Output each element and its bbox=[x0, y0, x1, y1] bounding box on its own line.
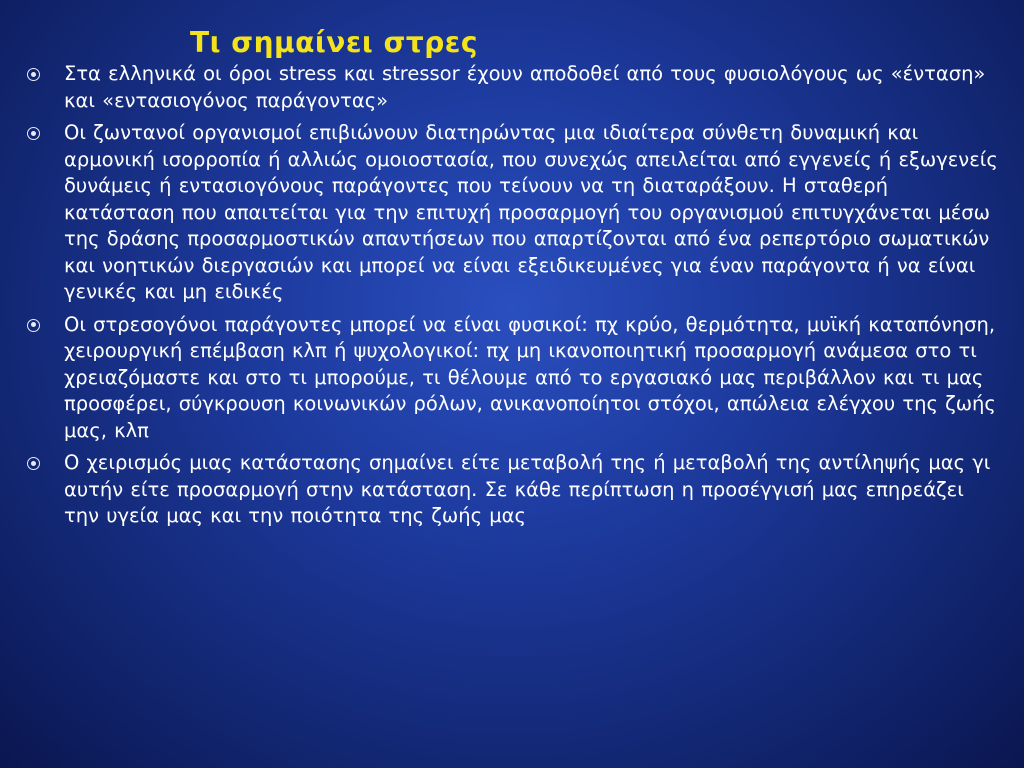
bullet-item bbox=[24, 312, 999, 445]
circle-bullet-icon bbox=[27, 127, 40, 140]
circle-bullet-icon bbox=[27, 319, 40, 332]
slide-title: Τι σημαίνει στρες bbox=[190, 26, 478, 59]
bullet-text: Οι ζωντανοί οργανισμοί επιβιώνουν διατηρώντας μια ιδιαίτερα σύνθετη δυναμική και αρμονική ισορροπία ή αλλιώς ομοιοστασία, που συνεχώς απειλείται από εγγενείς ή εξωγενείς δυνάμεις ή εντασιογόνους παράγοντες που τείνουν να τη διαταράξουν. Η σταθερή κατάσταση που απαιτείται για την επιτυχή προσαρμογή του οργανισμού επιτυγχάνεται μέσω της δράσης προσαρμοστικών απαντήσεων που απαρτίζονται από ένα ρεπερτόριο σωματικών και νοητικών διεργασιών και μπορεί να είναι εξειδικευμένες για έναν παράγοντα ή να είναι γενικές και μη ειδικές bbox=[64, 121, 998, 303]
bullet-list bbox=[24, 61, 999, 536]
circle-bullet-icon bbox=[27, 457, 40, 470]
circle-bullet-icon bbox=[27, 68, 40, 81]
bullet-item bbox=[24, 450, 999, 530]
bullet-text: Στα ελληνικά οι όροι stress και stressor έχουν αποδοθεί από τους φυσιολόγους ως «ένταση» και «εντασιογόνος παράγοντας» bbox=[64, 62, 986, 112]
bullet-item bbox=[24, 61, 999, 114]
bullet-text: Οι στρεσογόνοι παράγοντες μπορεί να είναι φυσικοί: πχ κρύο, θερμότητα, μυϊκή καταπόνηση, χειρουργική επέμβαση κλπ ή ψυχολογικοί: πχ μη ικανοποιητική προσαρμογή ανάμεσα στο τι χρειαζόμαστε και στο τι μπορούμε, τι θέλουμε από το εργασιακό μας περιβάλλον και τι μας προσφέρει, σύγκρουση κοινωνικών ρόλων, ανικανοποίητοι στόχοι, απώλεια ελέγχου της ζωής μας, κλπ bbox=[64, 312, 996, 442]
bullet-item bbox=[24, 120, 999, 306]
bullet-text: Ο χειρισμός μιας κατάστασης σημαίνει είτε μεταβολή της ή μεταβολή της αντίληψής μας γι αυτήν είτε προσαρμογή στην κατάσταση. Σε κάθε περίπτωση η προσέγγισή μας επηρεάζει την υγεία μας και την ποιότητα της ζωής μας bbox=[64, 451, 991, 527]
